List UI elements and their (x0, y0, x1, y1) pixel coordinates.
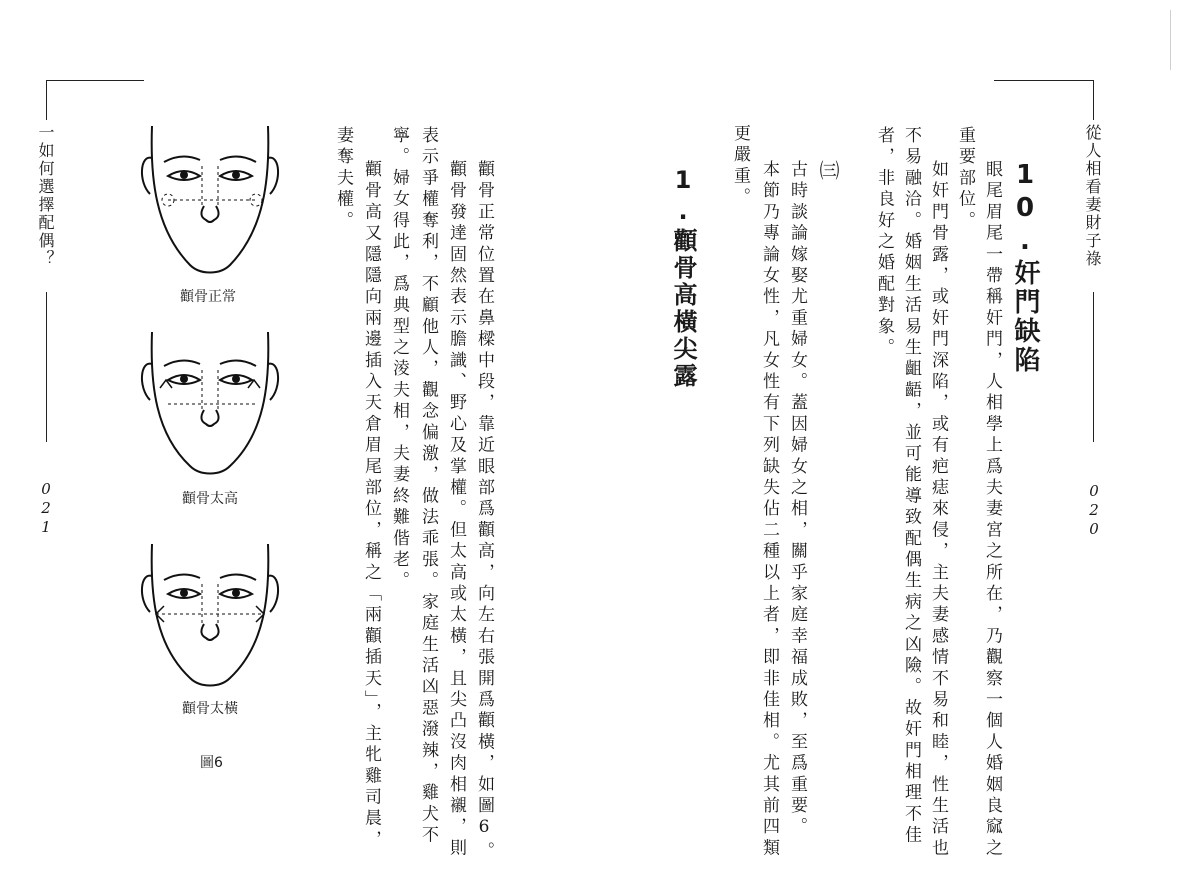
left-mid-vrule (46, 292, 47, 442)
left-ear (142, 576, 152, 612)
right-brow (220, 360, 256, 366)
subsection-label: ㈢ (816, 160, 840, 180)
left-col-5: 顴骨高又隱隱向兩邊插入天倉眉尾部位，稱之「兩顴插天」，主牝雞司晨， (361, 160, 381, 852)
left-col-3: 表示爭權奪利，不顧他人，觀念偏激，做法乖張。家庭生活凶惡潑辣，雞犬不 (418, 126, 438, 847)
left-brow (164, 574, 200, 580)
section-col-4: 不易融洽。婚姻生活易生齟齬，並可能導致配偶生病之凶險。故奸門相理不佳 (901, 126, 921, 847)
section-col-2: 重要部位。 (955, 126, 975, 232)
left-running-head: 一如何選擇配偶？ (36, 124, 55, 268)
subsection-col-2: 本節乃專論女性，凡女性有下列缺失佔二種以上者，即非佳相。尤其前四類 (759, 160, 779, 860)
subsection-col-3: 更嚴重。 (730, 124, 750, 209)
left-col-1: 顴骨正常位置在鼻樑中段，靠近眼部爲顴高，向左右張開爲顴橫，如圖6。 (474, 160, 494, 863)
caption-normal: 顴骨正常 (180, 289, 236, 305)
face-wide-figure (120, 540, 300, 690)
left-top-vrule (46, 80, 47, 120)
right-page-number (1087, 482, 1101, 539)
face-outline (152, 332, 269, 474)
face-high-figure (120, 330, 300, 485)
left-ear (142, 158, 152, 194)
right-top-vrule (1093, 80, 1094, 120)
face-outline (152, 126, 269, 273)
caption-wide: 顴骨太橫 (182, 701, 238, 717)
figure-label: 圖6 (200, 755, 223, 771)
section-col-5: 者，非良好之婚配對象。 (874, 126, 894, 360)
left-brow (164, 360, 200, 366)
left-col-2: 顴骨發達固然表示膽識、野心及掌權。但太高或太橫，且尖凸沒肉相襯，則 (446, 160, 466, 860)
right-running-head: 從人相看妻財子祿 (1083, 124, 1102, 268)
right-top-rule (994, 80, 1094, 81)
nose (201, 206, 218, 222)
right-mid-vrule (1093, 292, 1094, 442)
right-ear (268, 364, 278, 400)
right-ear (268, 158, 278, 194)
right-brow (220, 574, 256, 580)
left-ear (142, 364, 152, 400)
left-top-rule (46, 80, 144, 81)
face-normal-figure (120, 120, 300, 285)
nose (201, 624, 218, 640)
left-col-6: 妻奪夫權。 (333, 126, 353, 232)
caption-high: 顴骨太高 (182, 491, 238, 507)
section-col-3: 如奸門骨露，或奸門深陷，或有疤痣來侵，主夫妻感情不易和睦，性生活也 (928, 160, 948, 860)
face-outline (152, 544, 269, 686)
item-title: 1.顴骨高橫尖露 (669, 166, 697, 390)
left-page-number-text: 021 (41, 480, 51, 536)
right-page-number-text: 020 (1089, 482, 1099, 538)
right-ear (268, 576, 278, 612)
left-page-number (39, 480, 53, 537)
left-brow (164, 156, 200, 162)
section-col-1: 眼尾眉尾一帶稱奸門，人相學上爲夫妻宮之所在，乃觀察一個人婚姻良窳之 (982, 160, 1002, 860)
subsection-col-1: 古時談論嫁娶尤重婦女。蓋因婦女之相，關乎家庭幸福成敗，至爲重要。 (787, 160, 807, 839)
section-title: 10.奸門缺陷 (1010, 160, 1040, 375)
left-col-4: 寧。婦女得此，爲典型之淩夫相，夫妻終難偕老。 (389, 126, 409, 593)
edge-mark (1170, 10, 1171, 70)
right-brow (220, 156, 256, 162)
nose (201, 410, 218, 426)
